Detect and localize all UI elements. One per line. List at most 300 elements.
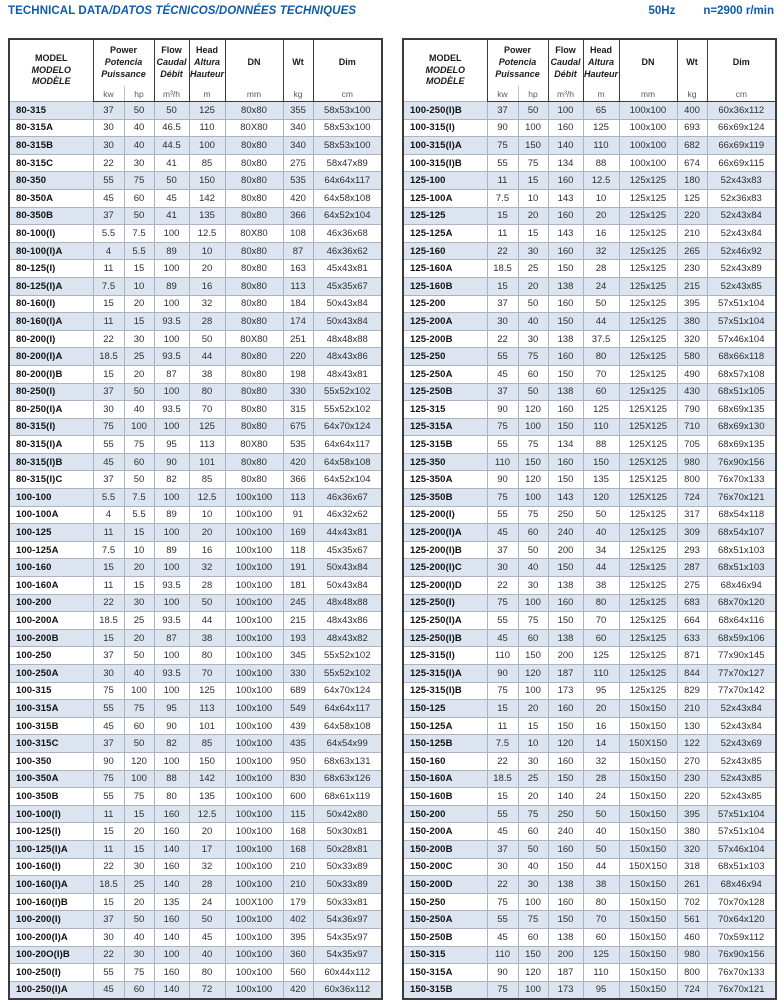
- wt-cell: 130: [677, 717, 707, 735]
- kw-cell: 15: [487, 207, 518, 225]
- dim-cell: 68x51x103: [707, 858, 776, 876]
- table-row: [9, 313, 382, 331]
- model-cell: 100-250(I)B: [403, 102, 487, 120]
- table-row: [403, 612, 776, 630]
- flow-cell: 200: [548, 541, 583, 559]
- kw-cell: 37: [487, 102, 518, 120]
- unit-flow: m³/h: [548, 86, 583, 102]
- head-cell: 60: [583, 928, 619, 946]
- dn-cell: 125x125: [619, 612, 677, 630]
- kw-cell: 22: [93, 946, 124, 964]
- flow-cell: 160: [548, 172, 583, 190]
- wt-cell: 168: [283, 840, 313, 858]
- kw-cell: 18.5: [93, 876, 124, 894]
- flow-cell: 100: [548, 102, 583, 120]
- head-label-es: Altura: [587, 57, 614, 68]
- dn-cell: 150X150: [619, 735, 677, 753]
- model-cell: 100-100(I): [9, 805, 93, 823]
- wt-cell: 355: [283, 102, 313, 120]
- model-cell: 125-100A: [403, 189, 487, 207]
- wt-cell: 113: [283, 489, 313, 507]
- flow-cell: 135: [154, 893, 189, 911]
- model-cell: 125-200A: [403, 313, 487, 331]
- flow-label-en: Flow: [161, 45, 182, 56]
- flow-cell: 200: [548, 647, 583, 665]
- hp-cell: 15: [124, 524, 154, 542]
- hp-cell: 20: [518, 788, 548, 806]
- dn-cell: 100x100: [225, 594, 283, 612]
- head-cell: 32: [189, 295, 225, 313]
- flow-cell: 89: [154, 242, 189, 260]
- head-cell: 38: [583, 876, 619, 894]
- hp-cell: 60: [518, 365, 548, 383]
- model-cell: 80-315: [9, 102, 93, 120]
- model-cell: 125-200(I)A: [403, 524, 487, 542]
- wt-cell: 193: [283, 629, 313, 647]
- flow-cell: 160: [548, 594, 583, 612]
- flow-cell: 240: [548, 823, 583, 841]
- kw-cell: 11: [93, 577, 124, 595]
- hp-cell: 60: [518, 629, 548, 647]
- head-cell: 50: [583, 840, 619, 858]
- dim-cell: 50x43x84: [313, 295, 382, 313]
- flow-cell: 138: [548, 577, 583, 595]
- hp-cell: 7.5: [124, 489, 154, 507]
- flow-cell: 120: [548, 735, 583, 753]
- head-cell: 16: [189, 541, 225, 559]
- dim-cell: 68x46x94: [707, 876, 776, 894]
- dn-cell: 150x150: [619, 911, 677, 929]
- dn-cell: 80x80: [225, 102, 283, 120]
- dn-cell: 80x80: [225, 313, 283, 331]
- head-cell: 44: [583, 313, 619, 331]
- page-title-main: TECHNICAL DATA: [8, 5, 110, 17]
- flow-cell: 45: [154, 189, 189, 207]
- dn-cell: 100x100: [225, 823, 283, 841]
- dim-cell: 46x32x62: [313, 506, 382, 524]
- table-row: [403, 876, 776, 894]
- dn-cell: 125x125: [619, 559, 677, 577]
- table-row: [403, 154, 776, 172]
- table-row: [9, 172, 382, 190]
- power-label-es: Potencia: [498, 57, 537, 68]
- dim-cell: 58x53x100: [313, 137, 382, 155]
- kw-cell: 22: [93, 858, 124, 876]
- hp-cell: 30: [124, 330, 154, 348]
- unit-hp: hp: [124, 86, 154, 102]
- model-label-es: MODELO: [425, 64, 465, 75]
- flow-cell: 160: [154, 823, 189, 841]
- model-cell: 100-125: [9, 524, 93, 542]
- dn-cell: 100x100: [225, 506, 283, 524]
- wt-cell: 420: [283, 981, 313, 999]
- dn-cell: 150x150: [619, 946, 677, 964]
- hp-cell: 100: [518, 119, 548, 137]
- dn-cell: 150x150: [619, 981, 677, 999]
- kw-cell: 4: [93, 242, 124, 260]
- head-cell: 70: [583, 612, 619, 630]
- kw-cell: 45: [93, 981, 124, 999]
- wt-cell: 309: [677, 524, 707, 542]
- dn-cell: 80x80: [225, 207, 283, 225]
- flow-cell: 89: [154, 541, 189, 559]
- flow-cell: 100: [154, 524, 189, 542]
- wt-cell: 800: [677, 964, 707, 982]
- table-row: [9, 629, 382, 647]
- dn-cell: 150x150: [619, 752, 677, 770]
- dim-cell: 50x43x84: [313, 559, 382, 577]
- model-cell: 125-160B: [403, 277, 487, 295]
- wt-cell: 330: [283, 665, 313, 683]
- table-row: [403, 559, 776, 577]
- model-cell: 100-250: [9, 647, 93, 665]
- dim-cell: 68x69x130: [707, 418, 776, 436]
- table-row: [9, 295, 382, 313]
- table-row: [9, 277, 382, 295]
- model-cell: 80-250(I): [9, 383, 93, 401]
- flow-label-es: Caudal: [156, 57, 187, 68]
- dim-cell: 45x35x67: [313, 541, 382, 559]
- dn-cell: 150x150: [619, 893, 677, 911]
- flow-cell: 150: [548, 612, 583, 630]
- hp-cell: 15: [518, 172, 548, 190]
- hp-cell: 100: [518, 594, 548, 612]
- model-cell: 125-200(I)B: [403, 541, 487, 559]
- dim-cell: 64x58x108: [313, 453, 382, 471]
- dn-cell: 100x100: [619, 119, 677, 137]
- table-row: [403, 840, 776, 858]
- flow-cell: 140: [154, 981, 189, 999]
- hp-cell: 10: [518, 735, 548, 753]
- kw-cell: 22: [487, 577, 518, 595]
- flow-cell: 95: [154, 436, 189, 454]
- wt-cell: 118: [283, 541, 313, 559]
- table-row: [9, 348, 382, 366]
- kw-cell: 110: [487, 647, 518, 665]
- col-dn: DN: [619, 39, 677, 86]
- dn-cell: 125x125: [619, 365, 677, 383]
- model-cell: 100-125A: [9, 541, 93, 559]
- spec-table-left: [8, 38, 383, 1000]
- model-cell: 100-315A: [9, 700, 93, 718]
- flow-cell: 160: [548, 453, 583, 471]
- dim-cell: 45x35x67: [313, 277, 382, 295]
- head-cell: 125: [583, 946, 619, 964]
- head-cell: 44: [583, 858, 619, 876]
- table-row: [403, 928, 776, 946]
- kw-cell: 22: [487, 330, 518, 348]
- table-row: [9, 911, 382, 929]
- flow-cell: 160: [154, 805, 189, 823]
- wt-cell: 420: [283, 453, 313, 471]
- dim-cell: 50x33x81: [313, 893, 382, 911]
- table-row: [9, 260, 382, 278]
- hp-cell: 60: [518, 524, 548, 542]
- flow-cell: 150: [548, 717, 583, 735]
- unit-dn: mm: [619, 86, 677, 102]
- head-cell: 101: [189, 453, 225, 471]
- unit-dim: cm: [707, 86, 776, 102]
- kw-cell: 30: [93, 665, 124, 683]
- table-row: [9, 102, 382, 120]
- hp-cell: 40: [518, 559, 548, 577]
- head-cell: 150: [189, 172, 225, 190]
- kw-cell: 110: [487, 453, 518, 471]
- head-cell: 10: [583, 189, 619, 207]
- dim-cell: 68x51x103: [707, 541, 776, 559]
- flow-cell: 44.5: [154, 137, 189, 155]
- dim-cell: 54x35x97: [313, 946, 382, 964]
- dim-cell: 76x70x121: [707, 981, 776, 999]
- flow-cell: 140: [548, 788, 583, 806]
- table-row: [403, 524, 776, 542]
- head-label-fr: Hauteur: [189, 68, 224, 79]
- dn-cell: 125X125: [619, 418, 677, 436]
- table-row: [403, 418, 776, 436]
- dim-cell: 48x43x81: [313, 365, 382, 383]
- wt-cell: 245: [283, 594, 313, 612]
- flow-cell: 138: [548, 383, 583, 401]
- hp-cell: 150: [518, 647, 548, 665]
- model-cell: 125-100: [403, 172, 487, 190]
- table-row: [9, 928, 382, 946]
- hp-cell: 15: [124, 260, 154, 278]
- model-cell: 100-350B: [9, 788, 93, 806]
- kw-cell: 15: [487, 700, 518, 718]
- table-row: [403, 735, 776, 753]
- kw-cell: 55: [487, 911, 518, 929]
- model-cell: 80-315(I)C: [9, 471, 93, 489]
- model-cell: 150-160B: [403, 788, 487, 806]
- hp-cell: 10: [518, 189, 548, 207]
- flow-cell: 150: [548, 418, 583, 436]
- table-row: [403, 436, 776, 454]
- table-row: [403, 805, 776, 823]
- wt-cell: 435: [283, 735, 313, 753]
- kw-cell: 55: [487, 436, 518, 454]
- dim-cell: 50x42x80: [313, 805, 382, 823]
- model-cell: 125-200B: [403, 330, 487, 348]
- kw-cell: 55: [487, 506, 518, 524]
- wt-cell: 549: [283, 700, 313, 718]
- kw-cell: 37: [487, 383, 518, 401]
- head-cell: 125: [583, 647, 619, 665]
- model-cell: 150-315B: [403, 981, 487, 999]
- model-cell: 150-200C: [403, 858, 487, 876]
- dim-cell: 68x66x118: [707, 348, 776, 366]
- table-row: [9, 717, 382, 735]
- wt-cell: 560: [283, 964, 313, 982]
- head-cell: 10: [189, 242, 225, 260]
- flow-cell: 140: [154, 840, 189, 858]
- wt-cell: 210: [677, 225, 707, 243]
- model-cell: 100-100A: [9, 506, 93, 524]
- kw-cell: 30: [487, 858, 518, 876]
- wt-cell: 490: [677, 365, 707, 383]
- hp-cell: 50: [518, 383, 548, 401]
- hp-cell: 75: [518, 436, 548, 454]
- wt-cell: 220: [283, 348, 313, 366]
- kw-cell: 55: [487, 348, 518, 366]
- hp-cell: 40: [124, 119, 154, 137]
- flow-cell: 82: [154, 735, 189, 753]
- dn-cell: 150x150: [619, 964, 677, 982]
- model-cell: 100-250(I)A: [9, 981, 93, 999]
- wt-cell: 724: [677, 489, 707, 507]
- kw-cell: 11: [93, 524, 124, 542]
- kw-cell: 37: [93, 207, 124, 225]
- kw-cell: 45: [487, 928, 518, 946]
- hp-cell: 75: [518, 506, 548, 524]
- hp-cell: 10: [124, 277, 154, 295]
- dim-cell: 64x54x99: [313, 735, 382, 753]
- flow-cell: 100: [154, 295, 189, 313]
- table-row: [403, 752, 776, 770]
- head-cell: 110: [583, 964, 619, 982]
- model-cell: 80-315(I): [9, 418, 93, 436]
- hp-cell: 30: [518, 330, 548, 348]
- wt-cell: 682: [677, 137, 707, 155]
- model-cell: 80-315A: [9, 119, 93, 137]
- wt-cell: 330: [283, 383, 313, 401]
- col-model: [9, 39, 93, 102]
- wt-cell: 179: [283, 893, 313, 911]
- wt-cell: 125: [677, 189, 707, 207]
- hp-cell: 25: [124, 348, 154, 366]
- hp-cell: 15: [124, 840, 154, 858]
- head-cell: 88: [583, 436, 619, 454]
- dn-cell: 150x150: [619, 928, 677, 946]
- model-cell: 150-200: [403, 805, 487, 823]
- table-row: [403, 401, 776, 419]
- model-cell: 150-160: [403, 752, 487, 770]
- kw-cell: 7.5: [487, 735, 518, 753]
- wt-cell: 360: [283, 946, 313, 964]
- dim-cell: 60x36x112: [707, 102, 776, 120]
- head-cell: 16: [583, 717, 619, 735]
- unit-kw: kw: [93, 86, 124, 102]
- model-cell: 100-250A: [9, 665, 93, 683]
- table-row: [9, 840, 382, 858]
- kw-cell: 15: [93, 893, 124, 911]
- dn-cell: 150x150: [619, 876, 677, 894]
- hp-cell: 50: [124, 471, 154, 489]
- head-cell: 50: [583, 805, 619, 823]
- head-cell: 37.5: [583, 330, 619, 348]
- dim-cell: 60x44x112: [313, 964, 382, 982]
- hp-cell: 25: [124, 876, 154, 894]
- wt-cell: 168: [283, 823, 313, 841]
- kw-cell: 90: [487, 401, 518, 419]
- kw-cell: 75: [93, 418, 124, 436]
- flow-cell: 250: [548, 805, 583, 823]
- kw-cell: 15: [487, 788, 518, 806]
- wt-cell: 702: [677, 893, 707, 911]
- dim-cell: 70x59x112: [707, 928, 776, 946]
- model-cell: 100-315: [9, 682, 93, 700]
- dim-cell: 76x70x121: [707, 489, 776, 507]
- wt-cell: 287: [677, 559, 707, 577]
- hp-cell: 50: [124, 647, 154, 665]
- wt-cell: 210: [677, 700, 707, 718]
- kw-cell: 45: [93, 453, 124, 471]
- model-cell: 150-250B: [403, 928, 487, 946]
- dim-cell: 52x43x69: [707, 735, 776, 753]
- model-cell: 100-315(I)B: [403, 154, 487, 172]
- table-row: [403, 858, 776, 876]
- flow-cell: 173: [548, 682, 583, 700]
- flow-cell: 160: [548, 242, 583, 260]
- table-body-left: [9, 102, 382, 1000]
- table-row: [403, 225, 776, 243]
- dn-cell: 150x150: [619, 717, 677, 735]
- table-row: [9, 594, 382, 612]
- flow-cell: 90: [154, 453, 189, 471]
- dim-cell: 50x28x81: [313, 840, 382, 858]
- dn-cell: 125x125: [619, 313, 677, 331]
- dim-cell: 50x30x81: [313, 823, 382, 841]
- wt-cell: 340: [283, 137, 313, 155]
- head-cell: 24: [583, 788, 619, 806]
- dim-cell: 77x70x142: [707, 682, 776, 700]
- wt-cell: 261: [677, 876, 707, 894]
- head-cell: 32: [189, 559, 225, 577]
- model-cell: 125-315B: [403, 436, 487, 454]
- table-row: [403, 964, 776, 982]
- flow-cell: 93.5: [154, 577, 189, 595]
- model-cell: 150-160A: [403, 770, 487, 788]
- table-row: [9, 137, 382, 155]
- head-cell: 44: [189, 612, 225, 630]
- hp-cell: 20: [124, 893, 154, 911]
- dim-cell: 68x70x120: [707, 594, 776, 612]
- table-row: [403, 137, 776, 155]
- unit-head: m: [583, 86, 619, 102]
- dim-cell: 48x48x88: [313, 330, 382, 348]
- head-cell: 70: [583, 365, 619, 383]
- dim-cell: 64x70x124: [313, 682, 382, 700]
- hp-cell: 60: [124, 717, 154, 735]
- flow-cell: 93.5: [154, 665, 189, 683]
- head-cell: 45: [189, 928, 225, 946]
- dim-cell: 52x43x84: [707, 207, 776, 225]
- table-row: [403, 207, 776, 225]
- head-cell: 20: [189, 260, 225, 278]
- kw-cell: 55: [93, 788, 124, 806]
- dn-cell: 80x80: [225, 471, 283, 489]
- flow-cell: 160: [548, 700, 583, 718]
- model-cell: 100-350A: [9, 770, 93, 788]
- model-cell: 80-125(I): [9, 260, 93, 278]
- head-cell: 80: [189, 964, 225, 982]
- dim-cell: 48x43x86: [313, 348, 382, 366]
- col-dim: Dim: [313, 39, 382, 86]
- dn-cell: 100x100: [225, 805, 283, 823]
- head-cell: 120: [583, 489, 619, 507]
- head-cell: 110: [583, 665, 619, 683]
- flow-cell: 134: [548, 436, 583, 454]
- dn-cell: 125x125: [619, 225, 677, 243]
- model-cell: 150-250: [403, 893, 487, 911]
- head-cell: 80: [583, 594, 619, 612]
- wt-cell: 293: [677, 541, 707, 559]
- wt-cell: 181: [283, 577, 313, 595]
- dn-cell: 80x80: [225, 401, 283, 419]
- model-cell: 150-250A: [403, 911, 487, 929]
- head-cell: 85: [189, 154, 225, 172]
- wt-cell: 395: [677, 295, 707, 313]
- wt-cell: 430: [677, 383, 707, 401]
